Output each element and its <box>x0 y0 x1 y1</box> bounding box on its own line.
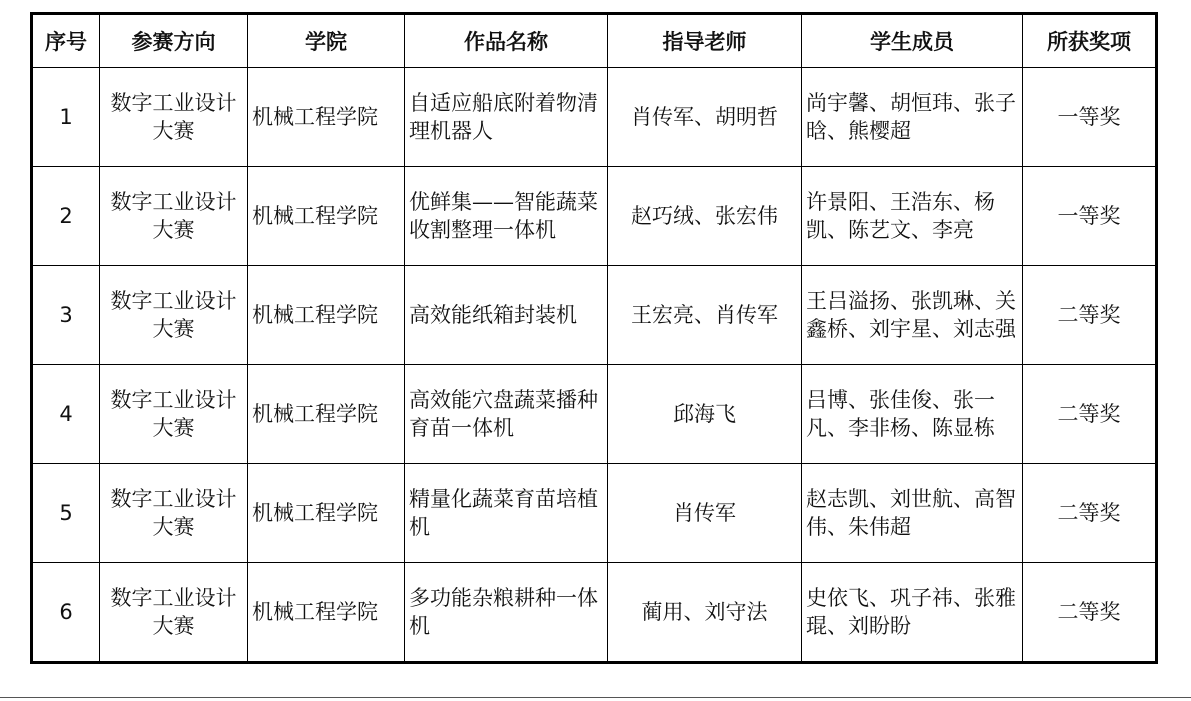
cell-index: 4 <box>32 364 100 463</box>
header-cell-index: 序号 <box>32 14 100 68</box>
cell-award: 二等奖 <box>1023 463 1157 562</box>
cell-work-name: 自适应船底附着物清理机器人 <box>405 68 608 167</box>
table-row <box>32 265 1157 364</box>
cell-index: 1 <box>32 68 100 167</box>
cell-advisor: 王宏亮、肖传军 <box>608 265 802 364</box>
cell-advisor: 肖传军、胡明哲 <box>608 68 802 167</box>
cell-work-name: 精量化蔬菜育苗培植机 <box>405 463 608 562</box>
cell-work-name: 高效能纸箱封装机 <box>405 265 608 364</box>
table-row <box>32 463 1157 562</box>
cell-college: 机械工程学院 <box>248 562 405 662</box>
cell-direction: 数字工业设计大赛 <box>100 166 248 265</box>
cell-index: 6 <box>32 562 100 662</box>
header-cell-college: 学院 <box>248 14 405 68</box>
cell-direction: 数字工业设计大赛 <box>100 562 248 662</box>
cell-students: 许景阳、王浩东、杨凯、陈艺文、李亮 <box>802 166 1023 265</box>
cell-direction: 数字工业设计大赛 <box>100 265 248 364</box>
award-table <box>30 12 1158 664</box>
cell-award: 二等奖 <box>1023 265 1157 364</box>
cell-award: 一等奖 <box>1023 68 1157 167</box>
table-row <box>32 166 1157 265</box>
header-row <box>32 14 1157 68</box>
table-row <box>32 68 1157 167</box>
cell-work-name: 多功能杂粮耕种一体机 <box>405 562 608 662</box>
cell-college: 机械工程学院 <box>248 265 405 364</box>
cell-work-name: 优鲜集——智能蔬菜收割整理一体机 <box>405 166 608 265</box>
cell-advisor: 赵巧绒、张宏伟 <box>608 166 802 265</box>
header-cell-award: 所获奖项 <box>1023 14 1157 68</box>
cell-students: 王吕溢扬、张凯琳、关鑫桥、刘宇星、刘志强 <box>802 265 1023 364</box>
cell-award: 一等奖 <box>1023 166 1157 265</box>
cell-students: 赵志凯、刘世航、高智伟、朱伟超 <box>802 463 1023 562</box>
cell-students: 尚宇馨、胡恒玮、张子晗、熊樱超 <box>802 68 1023 167</box>
header-cell-direction: 参赛方向 <box>100 14 248 68</box>
header-cell-students: 学生成员 <box>802 14 1023 68</box>
cell-advisor: 蔺用、刘守法 <box>608 562 802 662</box>
cell-award: 二等奖 <box>1023 364 1157 463</box>
cell-index: 3 <box>32 265 100 364</box>
cell-students: 吕博、张佳俊、张一凡、李非杨、陈显栋 <box>802 364 1023 463</box>
cell-students: 史依飞、巩子祎、张雅琨、刘盼盼 <box>802 562 1023 662</box>
cell-college: 机械工程学院 <box>248 463 405 562</box>
cell-direction: 数字工业设计大赛 <box>100 364 248 463</box>
cell-index: 2 <box>32 166 100 265</box>
table-row <box>32 364 1157 463</box>
header-cell-advisor: 指导老师 <box>608 14 802 68</box>
cell-award: 二等奖 <box>1023 562 1157 662</box>
cell-index: 5 <box>32 463 100 562</box>
header-cell-work-name: 作品名称 <box>405 14 608 68</box>
cell-college: 机械工程学院 <box>248 364 405 463</box>
cell-direction: 数字工业设计大赛 <box>100 68 248 167</box>
page-divider <box>0 697 1191 698</box>
table-row <box>32 562 1157 662</box>
cell-direction: 数字工业设计大赛 <box>100 463 248 562</box>
cell-advisor: 肖传军 <box>608 463 802 562</box>
cell-college: 机械工程学院 <box>248 68 405 167</box>
cell-advisor: 邱海飞 <box>608 364 802 463</box>
cell-college: 机械工程学院 <box>248 166 405 265</box>
cell-work-name: 高效能穴盘蔬菜播种育苗一体机 <box>405 364 608 463</box>
